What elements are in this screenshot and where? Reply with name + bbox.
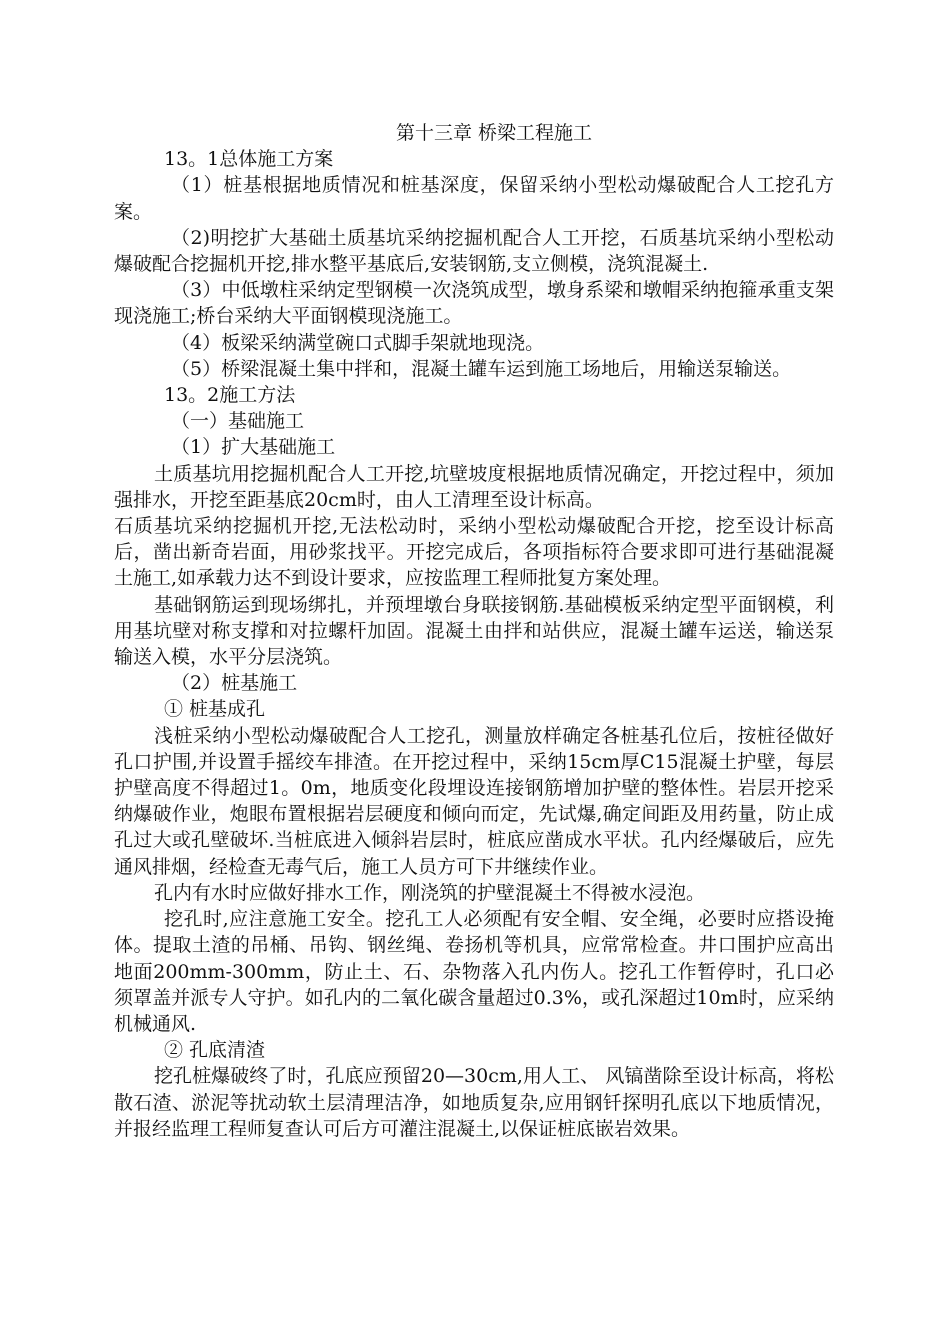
paragraph: 土质基坑用挖掘机配合人工开挖,坑壁坡度根据地质情况确定，开挖过程中，须加强排水，开挖至距基底20cm时，由人工清理至设计标高。 — [114, 462, 834, 511]
paragraph: 浅桩采纳小型松动爆破配合人工挖孔，测量放样确定各桩基孔位后，按桩径做好孔口护围,并设置手摇绞车排渣。在开挖过程中，采纳15cm厚C15混凝土护壁，每层护壁高度不得超过1。0m，地质变化段埋设连接钢筋增加护壁的整体性。岩层开挖采纳爆破作业，炮眼布置根据岩层硬度和倾向而定，先试爆,确定间距及用药量，防止成孔过大或孔壁破坏.当桩底进入倾斜岩层时，桩底应凿成水平状。孔内经爆破后，应先通风排烟，经检查无毒气后，施工人员方可下井继续作业。 — [114, 724, 834, 878]
paragraph: 孔内有水时应做好排水工作，刚浇筑的护壁混凝土不得被水浸泡。 — [154, 881, 706, 904]
paragraph: （3）中低墩柱采纳定型钢模一次浇筑成型，墩身系梁和墩帽采纳抱箍承重支架现浇施工;桥台采纳大平面钢模现浇施工。 — [114, 279, 834, 328]
document-body — [114, 120, 834, 1142]
subsection-heading: ① 桩基成孔 — [164, 698, 266, 721]
subsection-heading: （一）基础施工 — [171, 410, 305, 433]
subsection-heading: （2）桩基施工 — [171, 672, 298, 695]
paragraph: 挖孔桩爆破终了时，孔底应预留20—30cm,用人工、 风镐凿除至设计标高，将松散石渣、淤泥等扰动软土层清理洁净，如地质复杂,应用钢钎探明孔底以下地质情况，并报经监理工程师复查认可后方可灌注混凝土,以保证桩底嵌岩效果。 — [114, 1065, 834, 1140]
section-heading-13-1: 13。1总体施工方案 — [164, 148, 334, 171]
subsection-heading: （1）扩大基础施工 — [171, 436, 336, 459]
paragraph: 石质基坑采纳挖掘机开挖,无法松动时，采纳小型松动爆破配合开挖，挖至设计标高后，凿出新奇岩面，用砂浆找平。开挖完成后，各项指标符合要求即可进行基础混凝土施工,如承载力达不到设计要求，应按监理工程师批复方案处理。 — [114, 515, 834, 590]
paragraph: （1）桩基根据地质情况和桩基深度，保留采纳小型松动爆破配合人工挖孔方案。 — [114, 174, 834, 223]
section-heading-13-2: 13。2施工方法 — [164, 384, 296, 407]
paragraph: （5）桥梁混凝土集中拌和，混凝土罐车运到施工场地后，用输送泵输送。 — [171, 357, 792, 380]
chapter-title: 第十三章 桥梁工程施工 — [395, 122, 593, 144]
subsection-heading: ② 孔底清渣 — [164, 1039, 266, 1062]
paragraph: 挖孔时,应注意施工安全。挖孔工人必须配有安全帽、安全绳，必要时应搭设掩体。提取土渣的吊桶、吊钩、钢丝绳、卷扬机等机具，应常常检查。井口围护应高出地面200mm-300mm，防止土、石、杂物落入孔内伤人。挖孔工作暂停时，孔口必须罩盖并派专人守护。如孔内的二氧化碳含量超过0.3%，或孔深超过10m时，应采纳机械通风. — [114, 908, 834, 1035]
paragraph: 基础钢筋运到现场绑扎，并预埋墩台身联接钢筋.基础模板采纳定型平面钢模，利用基坑壁对称支撑和对拉螺杆加固。混凝土由拌和站供应，混凝土罐车运送，输送泵输送入模，水平分层浇筑。 — [114, 593, 834, 669]
paragraph: （4）板梁采纳满堂碗口式脚手架就地现浇。 — [171, 331, 545, 354]
paragraph: （2)明挖扩大基础土质基坑采纳挖掘机配合人工开挖，石质基坑采纳小型松动爆破配合挖掘机开挖,排水整平基底后,安装钢筋,支立侧模，浇筑混凝土. — [114, 226, 834, 276]
